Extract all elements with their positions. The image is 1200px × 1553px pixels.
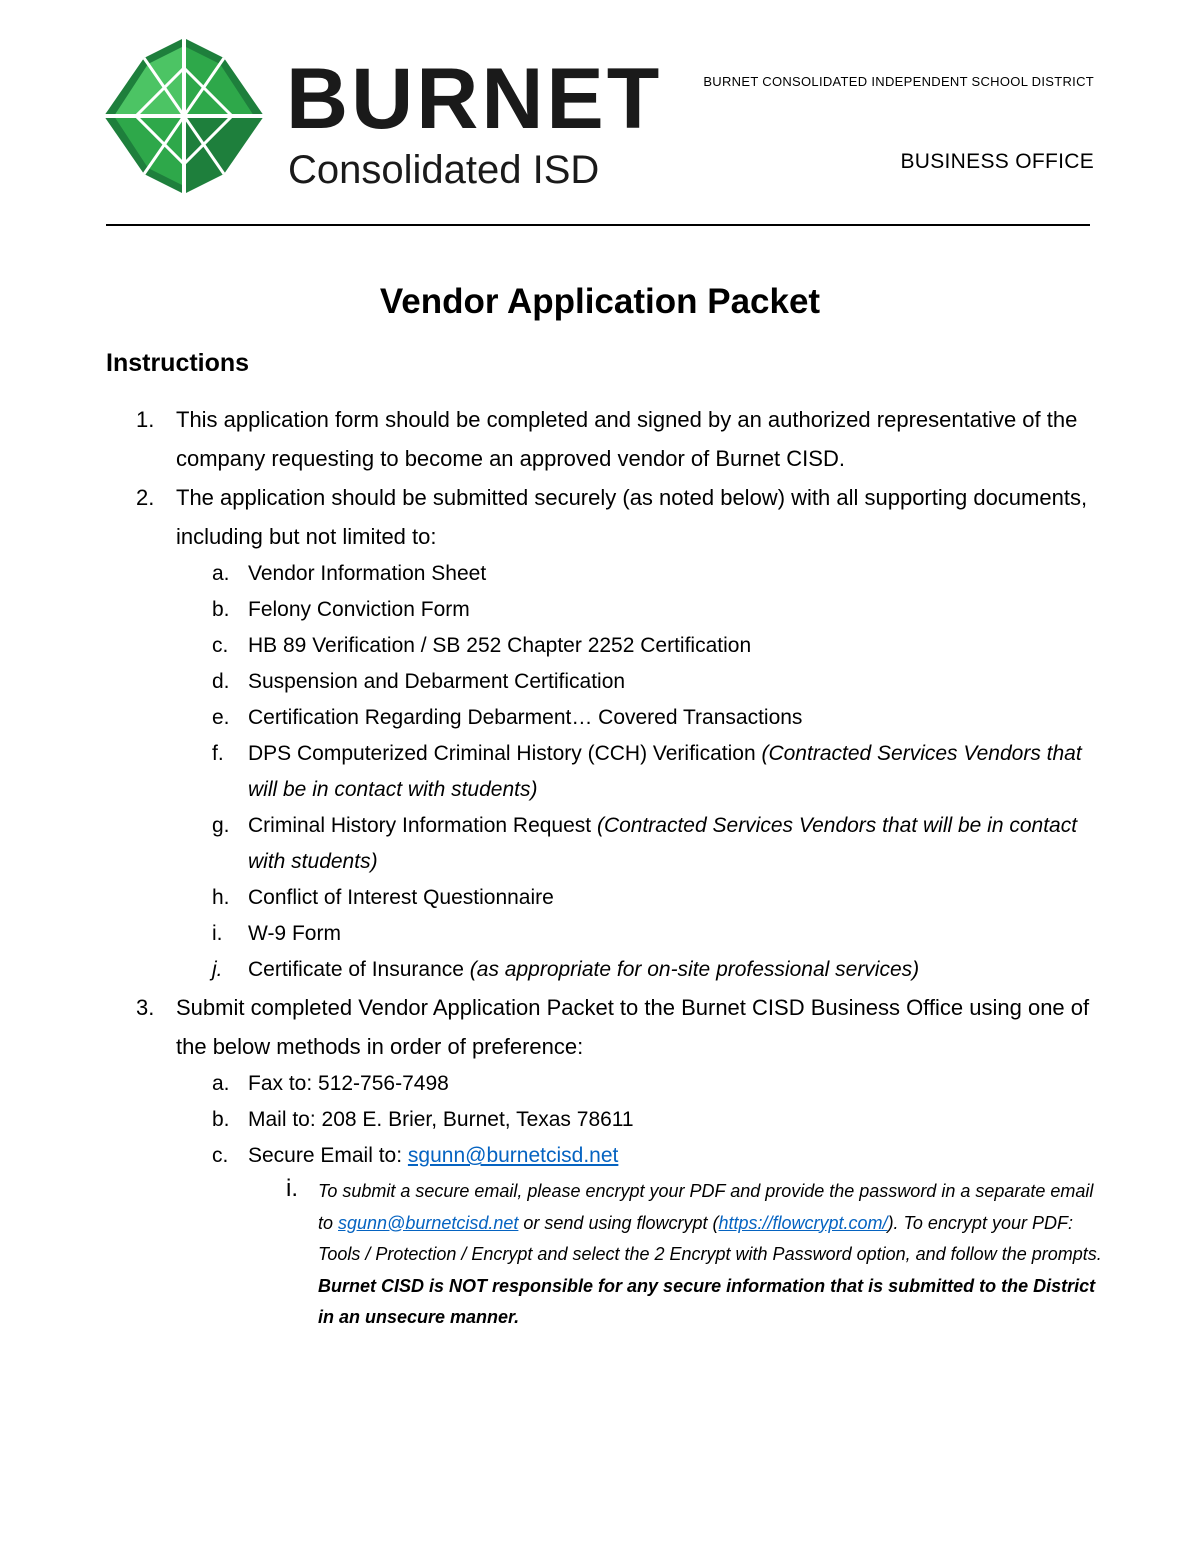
district-logo: [104, 38, 663, 198]
document-item: [106, 952, 1106, 988]
document-item: [106, 628, 1106, 664]
list-item: [106, 478, 1106, 556]
documents-list: [106, 556, 1106, 988]
document-text: Conflict of Interest Questionnaire: [248, 886, 554, 909]
note-email-link[interactable]: sgunn@burnetcisd.net: [338, 1212, 519, 1233]
item-letter: c.: [212, 634, 229, 657]
item-number: 2.: [136, 485, 155, 510]
document-text: Criminal History Information Request: [248, 814, 597, 837]
method-item: [106, 1066, 1106, 1102]
document-text: Certificate of Insurance: [248, 958, 470, 981]
document-item: [106, 664, 1106, 700]
item-letter: a.: [212, 562, 230, 585]
item-letter: c.: [212, 1144, 229, 1167]
document-text: Felony Conviction Form: [248, 598, 470, 621]
note-text-1: To submit a secure email, please encrypt your PDF and provide the password in a separate email to: [318, 1181, 1094, 1233]
method-text: Mail to: 208 E. Brier, Burnet, Texas 78611: [248, 1108, 634, 1131]
document-item: [106, 592, 1106, 628]
header-divider: [106, 224, 1090, 226]
item-letter: a.: [212, 1072, 230, 1095]
document-text: Certification Regarding Debarment… Covered Transactions: [248, 706, 803, 729]
document-item: [106, 880, 1106, 916]
item-letter: h.: [212, 886, 230, 909]
document-text: W-9 Form: [248, 922, 341, 945]
item-letter: f.: [212, 742, 224, 765]
disclaimer-text: Burnet CISD is NOT responsible for any secure information that is submitted to the District in an unsecure manner.: [318, 1275, 1096, 1327]
office-name: BUSINESS OFFICE: [900, 150, 1094, 173]
logo-emblem-icon: [104, 38, 264, 194]
item-letter: i.: [212, 922, 223, 945]
item-letter: d.: [212, 670, 230, 693]
logo-sub-text: Consolidated ISD: [288, 148, 600, 192]
section-heading: Instructions: [106, 349, 250, 377]
document-note: (Contracted Services Vendors that will be in contact with students): [248, 814, 1078, 873]
note-text-3: ). To encrypt your PDF: Tools / Protection / Encrypt and select the 2 Encrypt with Password option, and follow the prompts.: [318, 1212, 1102, 1264]
document-note: (as appropriate for on-site professional services): [469, 958, 920, 981]
secure-email-note: [106, 1176, 1106, 1334]
instructions-list: [106, 400, 1106, 1334]
note-text-2: or send using flowcrypt (: [518, 1212, 719, 1233]
list-item: [106, 988, 1106, 1066]
document-text: DPS Computerized Criminal History (CCH) Verification: [248, 742, 762, 765]
item-text: Submit completed Vendor Application Packet to the Burnet CISD Business Office using one of the below methods in order of preference:: [176, 995, 1090, 1059]
document-item: [106, 916, 1106, 952]
document-note: (Contracted Services Vendors that will be in contact with students): [248, 742, 1082, 801]
page-title: Vendor Application Packet: [379, 282, 821, 321]
document-text: Vendor Information Sheet: [248, 562, 487, 585]
secure-email-link[interactable]: sgunn@burnetcisd.net: [407, 1144, 619, 1167]
list-item: [106, 400, 1106, 478]
document-item: [106, 700, 1106, 736]
method-item: [106, 1138, 1106, 1174]
document-item: [106, 736, 1106, 808]
logo-brand-text: BURNET: [286, 51, 663, 147]
method-text: Secure Email to:: [248, 1144, 408, 1167]
item-text: This application form should be completed and signed by an authorized representative of the company requesting to become an approved vendor of Burnet CISD.: [176, 407, 1078, 471]
method-item: [106, 1102, 1106, 1138]
item-letter: b.: [212, 598, 230, 621]
item-letter: e.: [212, 706, 230, 729]
item-text: The application should be submitted securely (as noted below) with all supporting documents, including but not limited to:: [176, 485, 1088, 549]
district-name: BURNET CONSOLIDATED INDEPENDENT SCHOOL DISTRICT: [703, 74, 1094, 89]
item-letter: b.: [212, 1108, 230, 1131]
document-text: HB 89 Verification / SB 252 Chapter 2252 Certification: [248, 634, 752, 657]
document-item: [106, 556, 1106, 592]
item-letter: j.: [212, 958, 223, 981]
flowcrypt-link[interactable]: https://flowcrypt.com/: [718, 1212, 888, 1233]
document-text: Suspension and Debarment Certification: [248, 670, 626, 693]
method-text: Fax to: 512-756-7498: [248, 1072, 449, 1095]
document-item: [106, 808, 1106, 880]
item-number: 1.: [136, 407, 155, 432]
item-roman: i.: [286, 1175, 298, 1202]
methods-list: [106, 1066, 1106, 1174]
item-number: 3.: [136, 995, 155, 1020]
item-letter: g.: [212, 814, 230, 837]
